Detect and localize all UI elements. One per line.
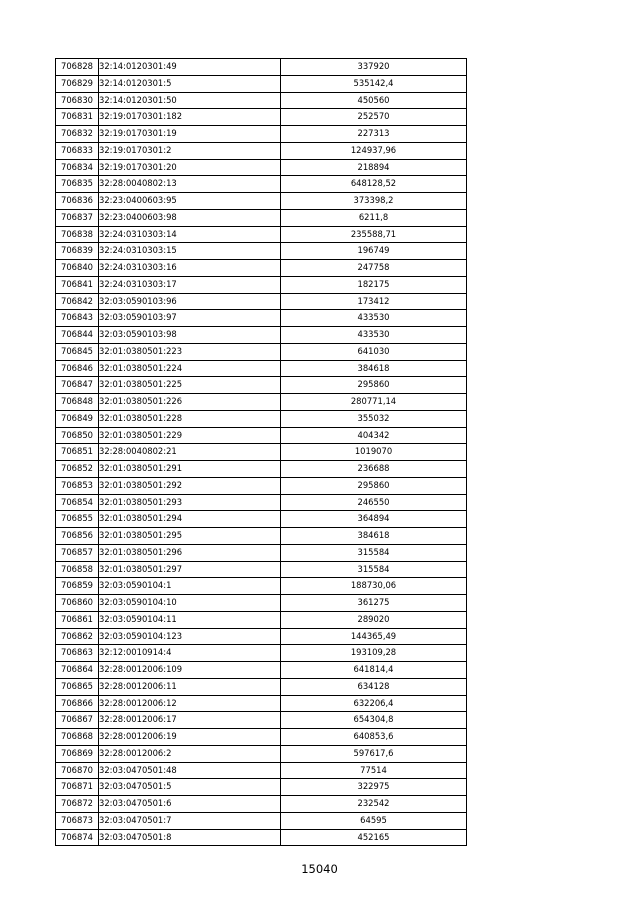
cadastral-number-cell: 32:19:0170301:2 [99,142,281,159]
table-row [56,528,467,545]
table-row [56,260,467,277]
table-row [56,461,467,478]
table-row [56,243,467,260]
table-row [56,377,467,394]
cadastral-number-cell: 32:28:0012006:2 [99,745,281,762]
cadastral-value-cell: 384618 [281,528,467,545]
cadastral-value-cell: 173412 [281,293,467,310]
row-number-cell: 706861 [56,611,99,628]
table-row [56,427,467,444]
table-row [56,829,467,846]
row-number-cell: 706852 [56,461,99,478]
cadastral-number-cell: 32:01:0380501:225 [99,377,281,394]
cadastral-number-cell: 32:28:0040802:13 [99,176,281,193]
cadastral-value-cell: 227313 [281,126,467,143]
cadastral-number-cell: 32:01:0380501:297 [99,561,281,578]
table-row [56,209,467,226]
table-row [56,712,467,729]
row-number-cell: 706833 [56,142,99,159]
row-number-cell: 706858 [56,561,99,578]
cadastral-value-cell: 315584 [281,544,467,561]
cadastral-number-cell: 32:03:0470501:8 [99,829,281,846]
cadastral-number-cell: 32:03:0590103:96 [99,293,281,310]
cadastral-number-cell: 32:23:0400603:95 [99,193,281,210]
cadastral-value-cell: 77514 [281,762,467,779]
cadastral-value-cell: 295860 [281,477,467,494]
cadastral-value-cell: 315584 [281,561,467,578]
cadastral-value-cell: 193109,28 [281,645,467,662]
table-row [56,410,467,427]
cadastral-value-cell: 640853,6 [281,729,467,746]
cadastral-value-cell: 355032 [281,410,467,427]
cadastral-value-cell: 373398,2 [281,193,467,210]
row-number-cell: 706863 [56,645,99,662]
row-number-cell: 706846 [56,360,99,377]
row-number-cell: 706839 [56,243,99,260]
row-number-cell: 706862 [56,628,99,645]
table-row [56,595,467,612]
cadastral-value-cell: 289020 [281,611,467,628]
cadastral-number-cell: 32:28:0012006:17 [99,712,281,729]
cadastral-number-cell: 32:28:0012006:11 [99,678,281,695]
row-number-cell: 706834 [56,159,99,176]
cadastral-value-cell: 6211,8 [281,209,467,226]
table-row [56,193,467,210]
cadastral-number-cell: 32:14:0120301:5 [99,75,281,92]
table-row [56,544,467,561]
table-row [56,226,467,243]
row-number-cell: 706829 [56,75,99,92]
table-row [56,293,467,310]
cadastral-value-cell: 295860 [281,377,467,394]
table-row [56,59,467,76]
cadastral-value-cell: 433530 [281,310,467,327]
row-number-cell: 706831 [56,109,99,126]
table-row [56,695,467,712]
table-row [56,477,467,494]
table-row [56,628,467,645]
cadastral-number-cell: 32:03:0590104:1 [99,578,281,595]
row-number-cell: 706872 [56,796,99,813]
cadastral-number-cell: 32:28:0040802:21 [99,444,281,461]
table-row [56,762,467,779]
table-row [56,360,467,377]
row-number-cell: 706871 [56,779,99,796]
table-row [56,176,467,193]
row-number-cell: 706841 [56,276,99,293]
table-row [56,92,467,109]
cadastral-value-cell: 452165 [281,829,467,846]
cadastral-number-cell: 32:14:0120301:50 [99,92,281,109]
cadastral-number-cell: 32:03:0590104:11 [99,611,281,628]
cadastral-number-cell: 32:01:0380501:291 [99,461,281,478]
cadastral-value-cell: 252570 [281,109,467,126]
table-row [56,645,467,662]
cadastral-value-cell: 64595 [281,812,467,829]
table-row [56,310,467,327]
row-number-cell: 706867 [56,712,99,729]
cadastral-number-cell: 32:01:0380501:292 [99,477,281,494]
cadastral-number-cell: 32:24:0310303:14 [99,226,281,243]
table-row [56,812,467,829]
cadastral-value-cell: 654304,8 [281,712,467,729]
row-number-cell: 706848 [56,394,99,411]
row-number-cell: 706830 [56,92,99,109]
row-number-cell: 706850 [56,427,99,444]
cadastral-number-cell: 32:01:0380501:296 [99,544,281,561]
row-number-cell: 706865 [56,678,99,695]
cadastral-number-cell: 32:19:0170301:20 [99,159,281,176]
cadastral-value-table [55,58,467,846]
table-row [56,511,467,528]
row-number-cell: 706836 [56,193,99,210]
cadastral-value-cell: 182175 [281,276,467,293]
table-row [56,276,467,293]
row-number-cell: 706854 [56,494,99,511]
cadastral-value-cell: 337920 [281,59,467,76]
row-number-cell: 706847 [56,377,99,394]
cadastral-number-cell: 32:03:0590104:10 [99,595,281,612]
cadastral-number-cell: 32:01:0380501:229 [99,427,281,444]
cadastral-number-cell: 32:03:0590104:123 [99,628,281,645]
cadastral-number-cell: 32:19:0170301:182 [99,109,281,126]
table-row [56,678,467,695]
cadastral-number-cell: 32:24:0310303:17 [99,276,281,293]
cadastral-value-cell: 218894 [281,159,467,176]
row-number-cell: 706849 [56,410,99,427]
cadastral-number-cell: 32:03:0470501:7 [99,812,281,829]
cadastral-value-cell: 322975 [281,779,467,796]
row-number-cell: 706866 [56,695,99,712]
row-number-cell: 706838 [56,226,99,243]
table-row [56,578,467,595]
row-number-cell: 706832 [56,126,99,143]
row-number-cell: 706835 [56,176,99,193]
row-number-cell: 706845 [56,343,99,360]
cadastral-number-cell: 32:28:0012006:12 [99,695,281,712]
cadastral-value-cell: 196749 [281,243,467,260]
cadastral-number-cell: 32:28:0012006:19 [99,729,281,746]
table-row [56,159,467,176]
cadastral-number-cell: 32:03:0470501:48 [99,762,281,779]
cadastral-number-cell: 32:01:0380501:223 [99,343,281,360]
table-row [56,142,467,159]
row-number-cell: 706864 [56,662,99,679]
row-number-cell: 706828 [56,59,99,76]
row-number-cell: 706868 [56,729,99,746]
cadastral-value-cell: 597617,6 [281,745,467,762]
row-number-cell: 706873 [56,812,99,829]
row-number-cell: 706840 [56,260,99,277]
row-number-cell: 706856 [56,528,99,545]
table-row [56,126,467,143]
cadastral-number-cell: 32:01:0380501:226 [99,394,281,411]
cadastral-value-cell: 236688 [281,461,467,478]
row-number-cell: 706853 [56,477,99,494]
table-row [56,75,467,92]
cadastral-value-cell: 188730,06 [281,578,467,595]
cadastral-value-cell: 648128,52 [281,176,467,193]
cadastral-value-cell: 246550 [281,494,467,511]
row-number-cell: 706844 [56,327,99,344]
cadastral-value-cell: 280771,14 [281,394,467,411]
cadastral-value-cell: 634128 [281,678,467,695]
row-number-cell: 706870 [56,762,99,779]
cadastral-value-cell: 364894 [281,511,467,528]
page-number: 15040 [301,862,338,876]
cadastral-number-cell: 32:19:0170301:19 [99,126,281,143]
table-row [56,796,467,813]
table-row [56,109,467,126]
row-number-cell: 706869 [56,745,99,762]
cadastral-number-cell: 32:12:0010914:4 [99,645,281,662]
table-row [56,745,467,762]
cadastral-number-cell: 32:01:0380501:293 [99,494,281,511]
row-number-cell: 706837 [56,209,99,226]
cadastral-value-cell: 404342 [281,427,467,444]
cadastral-number-cell: 32:01:0380501:224 [99,360,281,377]
cadastral-value-cell: 450560 [281,92,467,109]
cadastral-number-cell: 32:28:0012006:109 [99,662,281,679]
table-row [56,343,467,360]
cadastral-value-cell: 632206,4 [281,695,467,712]
table-row [56,494,467,511]
row-number-cell: 706860 [56,595,99,612]
cadastral-value-cell: 1019070 [281,444,467,461]
cadastral-value-cell: 641814,4 [281,662,467,679]
cadastral-value-cell: 235588,71 [281,226,467,243]
cadastral-value-cell: 361275 [281,595,467,612]
cadastral-number-cell: 32:03:0590103:97 [99,310,281,327]
cadastral-number-cell: 32:24:0310303:16 [99,260,281,277]
table-row [56,779,467,796]
cadastral-number-cell: 32:03:0590103:98 [99,327,281,344]
row-number-cell: 706855 [56,511,99,528]
table-body [56,59,467,846]
table-row [56,444,467,461]
row-number-cell: 706851 [56,444,99,461]
row-number-cell: 706842 [56,293,99,310]
row-number-cell: 706874 [56,829,99,846]
cadastral-number-cell: 32:01:0380501:228 [99,410,281,427]
cadastral-number-cell: 32:23:0400603:98 [99,209,281,226]
cadastral-value-cell: 232542 [281,796,467,813]
table-row [56,327,467,344]
cadastral-number-cell: 32:03:0470501:6 [99,796,281,813]
cadastral-value-cell: 384618 [281,360,467,377]
table-row [56,394,467,411]
cadastral-number-cell: 32:14:0120301:49 [99,59,281,76]
cadastral-value-cell: 433530 [281,327,467,344]
row-number-cell: 706859 [56,578,99,595]
table-row [56,561,467,578]
cadastral-number-cell: 32:01:0380501:295 [99,528,281,545]
cadastral-value-cell: 535142,4 [281,75,467,92]
cadastral-value-cell: 144365,49 [281,628,467,645]
cadastral-number-cell: 32:03:0470501:5 [99,779,281,796]
table-row [56,611,467,628]
cadastral-number-cell: 32:24:0310303:15 [99,243,281,260]
row-number-cell: 706857 [56,544,99,561]
cadastral-value-cell: 124937,96 [281,142,467,159]
row-number-cell: 706843 [56,310,99,327]
cadastral-number-cell: 32:01:0380501:294 [99,511,281,528]
cadastral-value-cell: 641030 [281,343,467,360]
table-row [56,729,467,746]
cadastral-value-cell: 247758 [281,260,467,277]
table-row [56,662,467,679]
